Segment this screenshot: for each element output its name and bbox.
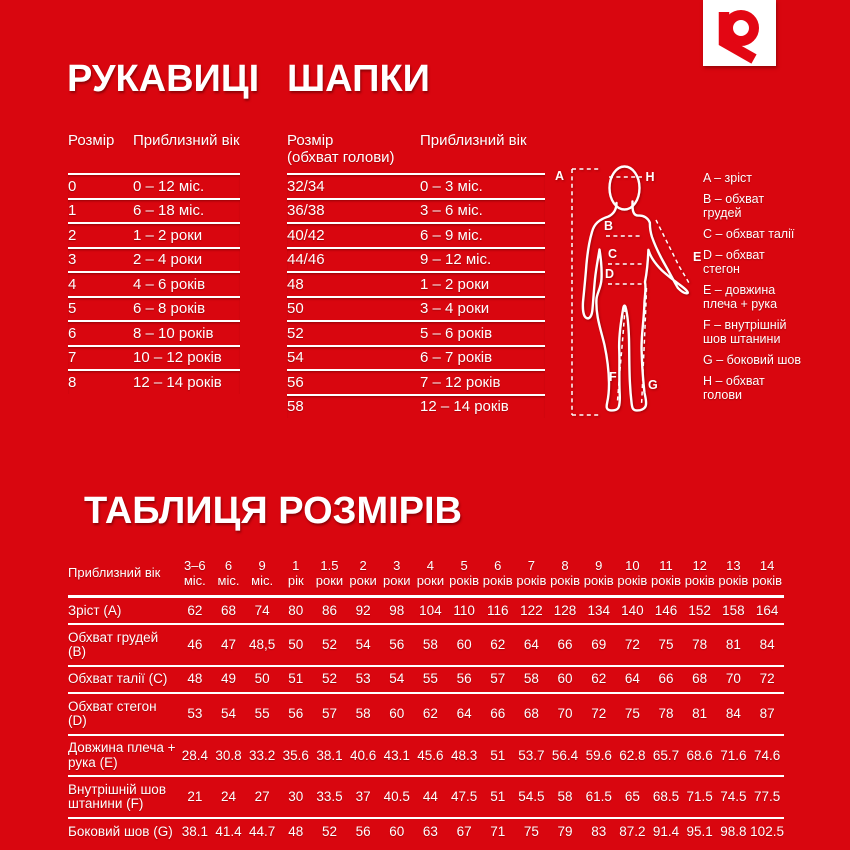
cell: 64 bbox=[624, 671, 640, 687]
column-header bbox=[447, 556, 481, 597]
table-row bbox=[287, 320, 545, 345]
mittens-rows bbox=[68, 173, 240, 394]
size-table-header-row bbox=[68, 556, 784, 597]
age-cell: 9 – 12 міс. bbox=[420, 251, 492, 269]
column-header-unit: років bbox=[482, 572, 513, 588]
size-cell: 7 bbox=[68, 349, 77, 367]
cell: 63 bbox=[422, 823, 438, 839]
size-cell: 3 bbox=[68, 251, 77, 269]
age-cell: 3 – 6 міс. bbox=[420, 202, 483, 220]
table-row bbox=[68, 247, 240, 272]
table-row bbox=[287, 296, 545, 321]
cell: 48 bbox=[288, 823, 304, 839]
size-cell: 8 bbox=[68, 373, 77, 391]
cell: 51 bbox=[490, 789, 506, 805]
arm-measure-line bbox=[656, 220, 690, 285]
table-row bbox=[287, 247, 545, 272]
cell: 53 bbox=[187, 705, 203, 721]
column-header-unit: міс. bbox=[183, 572, 206, 588]
table-row bbox=[68, 173, 240, 198]
column-header-age: 1 bbox=[292, 558, 300, 573]
cell: 35.6 bbox=[282, 747, 309, 763]
cell: 50 bbox=[288, 637, 304, 653]
cell: 55 bbox=[254, 705, 270, 721]
column-header-unit: роки bbox=[416, 572, 445, 588]
column-header bbox=[515, 556, 549, 597]
cell: 47.5 bbox=[450, 789, 478, 805]
column-header-age: 12 bbox=[692, 558, 707, 573]
age-cell: 3 – 4 роки bbox=[420, 300, 490, 318]
row-label: Обхват талії (C) bbox=[68, 671, 168, 687]
size-table-body bbox=[68, 597, 784, 845]
cell: 58 bbox=[557, 789, 573, 805]
hats-table bbox=[287, 133, 545, 418]
table-row bbox=[287, 369, 545, 394]
cell: 48 bbox=[187, 671, 203, 687]
size-cell: 4 bbox=[68, 275, 77, 293]
column-header-age: 3 bbox=[393, 558, 401, 573]
figure-label-head: H bbox=[645, 170, 655, 184]
table-row bbox=[287, 271, 545, 296]
cell: 51 bbox=[490, 747, 506, 763]
figure-label-waist: C bbox=[608, 247, 618, 261]
cell: 75 bbox=[624, 705, 640, 721]
cell: 65.7 bbox=[652, 747, 680, 763]
cell: 57 bbox=[490, 671, 506, 687]
column-header-age: 9 bbox=[258, 558, 266, 573]
cell: 152 bbox=[688, 602, 711, 618]
cell: 48.3 bbox=[450, 747, 478, 763]
cell: 61.5 bbox=[585, 789, 612, 805]
age-cell: 0 – 12 міс. bbox=[133, 177, 205, 195]
hats-title: ШАПКИ bbox=[287, 58, 430, 100]
cell: 87.2 bbox=[619, 823, 646, 839]
table-row bbox=[68, 320, 240, 345]
legend-item: H – обхват голови bbox=[703, 374, 765, 402]
cell: 62 bbox=[422, 705, 438, 721]
column-header-age: 2 bbox=[359, 558, 367, 573]
table-row bbox=[287, 394, 545, 419]
reima-logo bbox=[703, 0, 776, 66]
cell: 66 bbox=[490, 705, 506, 721]
cell: 52 bbox=[321, 671, 337, 687]
body-measurement-diagram bbox=[553, 158, 705, 421]
cell: 68.5 bbox=[652, 789, 680, 805]
table-row bbox=[68, 345, 240, 370]
cell: 68 bbox=[220, 602, 236, 618]
cell: 84 bbox=[759, 637, 775, 653]
cell: 51 bbox=[288, 671, 304, 687]
cell: 110 bbox=[453, 602, 475, 618]
legend-item: D – обхват стегон bbox=[703, 248, 765, 276]
cell: 74.5 bbox=[720, 789, 747, 805]
column-header bbox=[212, 556, 246, 597]
mittens-title: РУКАВИЦІ bbox=[67, 58, 260, 100]
age-cell: 12 – 14 років bbox=[133, 373, 222, 391]
size-cell: 48 bbox=[287, 275, 304, 293]
cell: 49 bbox=[220, 671, 236, 687]
measurement-legend bbox=[703, 171, 801, 402]
cell: 78 bbox=[692, 637, 708, 653]
table-row bbox=[287, 345, 545, 370]
table-row bbox=[68, 198, 240, 223]
figure-label-height: A bbox=[555, 169, 565, 183]
table-row bbox=[68, 693, 784, 735]
cell: 72 bbox=[591, 705, 607, 721]
size-cell: 52 bbox=[287, 324, 304, 342]
cell: 28.4 bbox=[181, 747, 208, 763]
hats-size-header-line1: Розмір bbox=[287, 132, 334, 149]
cell: 98.8 bbox=[720, 823, 747, 839]
cell: 21 bbox=[187, 789, 203, 805]
column-header bbox=[279, 556, 313, 597]
column-header-unit: років bbox=[583, 572, 614, 588]
cell: 54.5 bbox=[518, 789, 545, 805]
size-cell: 40/42 bbox=[287, 226, 325, 244]
cell: 87 bbox=[759, 705, 775, 721]
size-cell: 36/38 bbox=[287, 202, 325, 220]
size-cell: 56 bbox=[287, 373, 304, 391]
cell: 56 bbox=[456, 671, 472, 687]
column-header-age: 13 bbox=[726, 558, 741, 573]
table-row bbox=[68, 271, 240, 296]
cell: 54 bbox=[355, 637, 371, 653]
column-header bbox=[649, 556, 683, 597]
age-cell: 5 – 6 років bbox=[420, 324, 493, 342]
cell: 66 bbox=[658, 671, 674, 687]
size-cell: 0 bbox=[68, 177, 77, 195]
cell: 47 bbox=[220, 637, 236, 653]
column-header-age: 8 bbox=[561, 558, 569, 573]
table-row bbox=[68, 296, 240, 321]
column-header-age: 6 bbox=[224, 558, 233, 573]
age-cell: 6 – 7 років bbox=[420, 349, 493, 367]
age-cell: 1 – 2 роки bbox=[420, 275, 490, 293]
cell: 71.5 bbox=[686, 789, 713, 805]
column-header-age: 10 bbox=[625, 558, 640, 573]
row-label: Внутрішній шов штанини (F) bbox=[68, 781, 166, 812]
column-header-unit: років bbox=[718, 572, 749, 588]
cell: 91.4 bbox=[652, 823, 680, 839]
size-table-title: ТАБЛИЦЯ РОЗМІРІВ bbox=[84, 490, 462, 532]
cell: 53 bbox=[355, 671, 371, 687]
column-header-unit: років bbox=[684, 572, 715, 588]
cell: 52 bbox=[321, 823, 337, 839]
column-header bbox=[380, 556, 414, 597]
cell: 60 bbox=[456, 637, 472, 653]
column-header-unit: міс. bbox=[217, 572, 240, 588]
row-label: Зріст (A) bbox=[68, 602, 122, 618]
hats-rows bbox=[287, 173, 545, 418]
legend-item: C – обхват талії bbox=[703, 227, 795, 241]
cell: 43.1 bbox=[383, 747, 410, 763]
column-header-unit: років bbox=[449, 572, 480, 588]
column-header bbox=[548, 556, 582, 597]
table-row bbox=[68, 666, 784, 693]
size-table-head bbox=[68, 556, 784, 597]
mittens-table bbox=[68, 133, 240, 394]
figure-label-arm: E bbox=[693, 250, 702, 264]
table-row bbox=[68, 597, 784, 625]
cell: 44 bbox=[422, 789, 438, 805]
cell: 62 bbox=[490, 637, 506, 653]
table-row bbox=[68, 222, 240, 247]
column-header-age: 3–6 bbox=[183, 558, 206, 573]
cell: 58 bbox=[523, 671, 539, 687]
cell: 57 bbox=[321, 705, 337, 721]
cell: 56.4 bbox=[551, 747, 579, 763]
cell: 52 bbox=[321, 637, 337, 653]
size-table-header-label: Приблизний вік bbox=[68, 565, 161, 581]
cell: 55 bbox=[422, 671, 438, 687]
cell: 37 bbox=[355, 789, 371, 805]
table-row bbox=[287, 173, 545, 198]
hats-size-header bbox=[287, 133, 420, 166]
table-row bbox=[68, 369, 240, 394]
cell: 65 bbox=[624, 789, 640, 805]
cell: 30.8 bbox=[215, 747, 242, 763]
cell: 50 bbox=[254, 671, 270, 687]
cell: 69 bbox=[591, 637, 607, 653]
table-row bbox=[68, 818, 784, 844]
size-cell: 5 bbox=[68, 300, 77, 318]
column-header bbox=[481, 556, 515, 597]
legend-item: E – довжина плеча + рука bbox=[703, 283, 778, 311]
cell: 71 bbox=[490, 823, 506, 839]
cell: 60 bbox=[389, 823, 405, 839]
legend-item: A – зріст bbox=[703, 171, 752, 185]
cell: 70 bbox=[557, 705, 573, 721]
cell: 54 bbox=[389, 671, 405, 687]
cell: 80 bbox=[288, 602, 304, 618]
logo-r-icon bbox=[703, 0, 776, 66]
table-row bbox=[287, 222, 545, 247]
cell: 95.1 bbox=[686, 823, 713, 839]
cell: 92 bbox=[355, 602, 371, 618]
column-header bbox=[414, 556, 448, 597]
cell: 128 bbox=[553, 602, 577, 618]
cell: 72 bbox=[759, 671, 775, 687]
cell: 27 bbox=[254, 789, 270, 805]
cell: 164 bbox=[755, 602, 779, 618]
cell: 68 bbox=[692, 671, 708, 687]
column-header-age: 6 bbox=[494, 558, 502, 573]
cell: 33.5 bbox=[316, 789, 343, 805]
cell: 54 bbox=[220, 705, 236, 721]
cell: 75 bbox=[523, 823, 539, 839]
age-cell: 0 – 3 міс. bbox=[420, 177, 483, 195]
cell: 64 bbox=[456, 705, 472, 721]
age-cell: 2 – 4 роки bbox=[133, 251, 203, 269]
cell: 38.1 bbox=[316, 747, 343, 763]
size-cell: 1 bbox=[68, 202, 77, 220]
size-cell: 54 bbox=[287, 349, 304, 367]
column-header-unit: років bbox=[550, 572, 581, 588]
column-header-age: 9 bbox=[595, 558, 603, 573]
column-header-unit: років bbox=[752, 572, 783, 588]
cell: 40.5 bbox=[383, 789, 410, 805]
figure-body-outline bbox=[583, 202, 688, 411]
cell: 72 bbox=[624, 637, 640, 653]
table-row bbox=[68, 624, 784, 666]
cell: 40.6 bbox=[349, 747, 377, 763]
table-row bbox=[68, 735, 784, 777]
cell: 146 bbox=[654, 602, 678, 618]
cell: 71.6 bbox=[720, 747, 747, 763]
age-cell: 6 – 9 міс. bbox=[420, 226, 483, 244]
age-cell: 10 – 12 років bbox=[133, 349, 222, 367]
column-header-age: 11 bbox=[659, 558, 673, 573]
figure-head bbox=[610, 167, 640, 210]
cell: 84 bbox=[725, 705, 741, 721]
mittens-size-header: Розмір bbox=[68, 132, 115, 149]
size-table bbox=[68, 556, 784, 844]
column-header-age: 14 bbox=[759, 558, 775, 573]
column-header bbox=[178, 556, 212, 597]
cell: 81 bbox=[692, 705, 708, 721]
size-cell: 44/46 bbox=[287, 251, 325, 269]
column-header-unit: роки bbox=[315, 572, 344, 588]
cell: 70 bbox=[725, 671, 741, 687]
legend-item: F – внутрішній шов штанини bbox=[703, 318, 787, 346]
cell: 48,5 bbox=[249, 637, 276, 653]
cell: 68.6 bbox=[686, 747, 713, 763]
cell: 116 bbox=[486, 602, 509, 618]
column-header bbox=[313, 556, 347, 597]
column-header-age: 4 bbox=[426, 558, 435, 573]
cell: 134 bbox=[587, 602, 610, 618]
legend-item: B – обхват грудей bbox=[703, 192, 765, 220]
hats-table-header bbox=[287, 133, 545, 173]
cell: 56 bbox=[389, 637, 405, 653]
column-header-age: 7 bbox=[527, 558, 535, 573]
column-header-unit: роки bbox=[383, 572, 411, 588]
figure-label-side-seam: G bbox=[648, 378, 658, 392]
row-label: Обхват грудей (B) bbox=[68, 629, 159, 660]
cell: 74 bbox=[254, 602, 270, 618]
size-cell: 58 bbox=[287, 398, 304, 416]
table-row bbox=[287, 198, 545, 223]
legend-item: G – боковий шов bbox=[703, 353, 801, 367]
row-label: Довжина плеча + рука (E) bbox=[68, 740, 176, 770]
column-header-unit: років bbox=[651, 572, 681, 588]
cell: 86 bbox=[321, 602, 337, 618]
cell: 58 bbox=[355, 705, 371, 721]
cell: 53.7 bbox=[518, 747, 545, 763]
cell: 58 bbox=[422, 637, 438, 653]
cell: 62.8 bbox=[619, 747, 646, 763]
cell: 30 bbox=[288, 789, 304, 805]
size-cell: 2 bbox=[68, 226, 77, 244]
age-cell: 6 – 18 міс. bbox=[133, 202, 205, 220]
cell: 38.1 bbox=[181, 823, 208, 839]
age-cell: 6 – 8 років bbox=[133, 300, 206, 318]
column-header bbox=[346, 556, 380, 597]
column-header-unit: років bbox=[516, 572, 547, 588]
cell: 59.6 bbox=[585, 747, 612, 763]
mittens-age-header: Приблизний вік bbox=[133, 132, 240, 149]
cell: 41.4 bbox=[215, 823, 242, 839]
cell: 45.6 bbox=[417, 747, 444, 763]
cell: 44.7 bbox=[249, 823, 276, 839]
age-cell: 12 – 14 років bbox=[420, 398, 509, 416]
age-cell: 8 – 10 років bbox=[133, 324, 214, 342]
cell: 60 bbox=[557, 671, 573, 687]
cell: 104 bbox=[419, 602, 442, 618]
cell: 24 bbox=[220, 789, 236, 805]
cell: 67 bbox=[456, 823, 472, 839]
cell: 122 bbox=[520, 602, 543, 618]
column-header bbox=[683, 556, 717, 597]
age-cell: 1 – 2 роки bbox=[133, 226, 203, 244]
age-cell: 4 – 6 років bbox=[133, 275, 206, 293]
row-label: Обхват стегон (D) bbox=[68, 698, 157, 729]
row-label: Боковий шов (G) bbox=[68, 823, 173, 839]
table-row bbox=[68, 776, 784, 818]
cell: 75 bbox=[658, 637, 674, 653]
column-header-age: 1.5 bbox=[320, 558, 339, 573]
mittens-table-header bbox=[68, 133, 240, 173]
cell: 33.2 bbox=[249, 747, 276, 763]
column-header-unit: рік bbox=[287, 572, 304, 588]
hats-age-header: Приблизний вік bbox=[420, 132, 527, 149]
cell: 81 bbox=[725, 637, 741, 653]
cell: 66 bbox=[557, 637, 573, 653]
figure-label-chest: B bbox=[604, 219, 614, 233]
cell: 56 bbox=[288, 705, 304, 721]
cell: 158 bbox=[722, 602, 745, 618]
column-header bbox=[245, 556, 279, 597]
cell: 62 bbox=[187, 602, 203, 618]
cell: 77.5 bbox=[753, 789, 781, 805]
column-header bbox=[750, 556, 784, 597]
column-header bbox=[582, 556, 616, 597]
cell: 102.5 bbox=[750, 823, 784, 839]
age-cell: 7 – 12 років bbox=[420, 373, 501, 391]
cell: 79 bbox=[557, 823, 573, 839]
hats-size-header-line2: (обхват голови) bbox=[287, 148, 395, 166]
size-cell: 32/34 bbox=[287, 177, 325, 195]
cell: 83 bbox=[591, 823, 607, 839]
figure-label-inseam: F bbox=[609, 370, 617, 384]
cell: 78 bbox=[658, 705, 674, 721]
cell: 60 bbox=[389, 705, 405, 721]
cell: 140 bbox=[621, 602, 644, 618]
cell: 98 bbox=[389, 602, 405, 618]
column-header-unit: років bbox=[617, 572, 648, 588]
cell: 74.6 bbox=[753, 747, 781, 763]
size-cell: 50 bbox=[287, 300, 304, 318]
cell: 46 bbox=[187, 637, 203, 653]
column-header-unit: роки bbox=[349, 572, 377, 588]
cell: 68 bbox=[523, 705, 539, 721]
figure-label-hip: D bbox=[605, 267, 615, 281]
size-cell: 6 bbox=[68, 324, 77, 342]
column-header-unit: міс. bbox=[251, 572, 274, 588]
cell: 62 bbox=[591, 671, 607, 687]
column-header-age: 5 bbox=[460, 558, 468, 573]
column-header bbox=[717, 556, 751, 597]
cell: 56 bbox=[355, 823, 371, 839]
cell: 64 bbox=[523, 637, 539, 653]
column-header bbox=[616, 556, 650, 597]
